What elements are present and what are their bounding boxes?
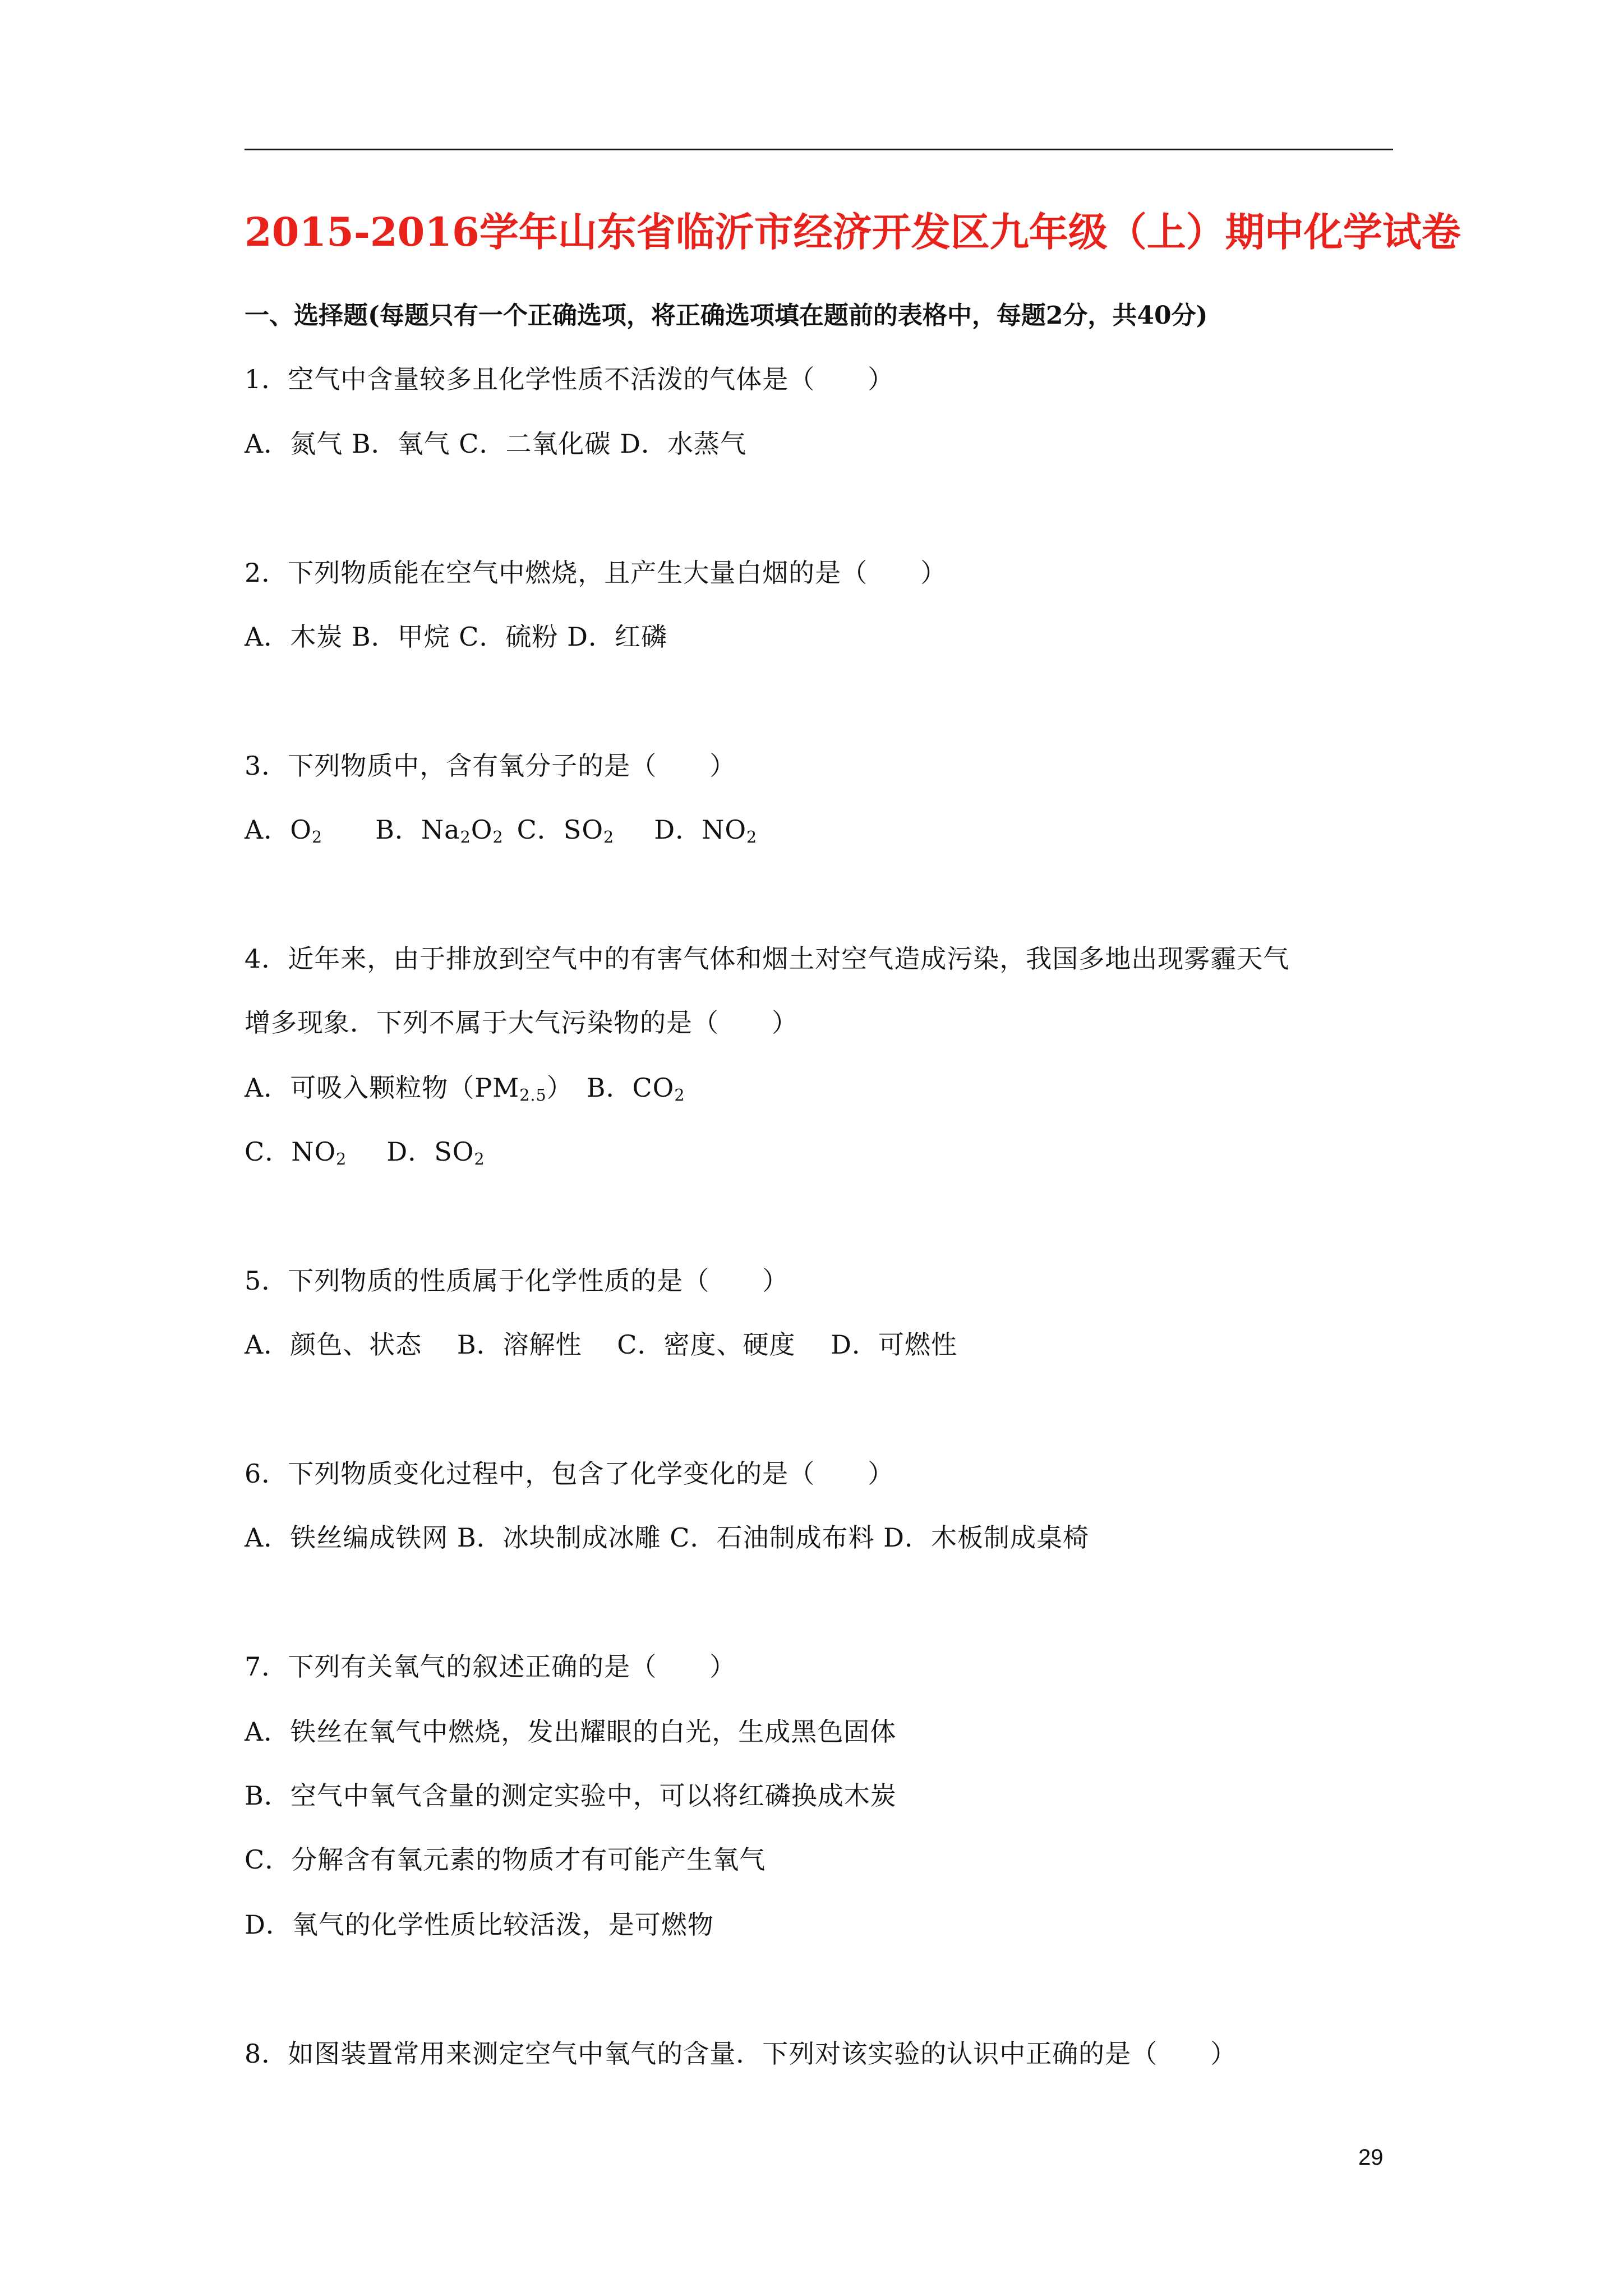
- header-rule: [245, 149, 1393, 150]
- question-5-stem: 5．下列物质的性质属于化学性质的是（ ）: [245, 1266, 789, 1296]
- option-b: B．$CO_2$: [586, 1073, 685, 1105]
- question-6-stem: 6．下列物质变化过程中，包含了化学变化的是（ ）: [245, 1458, 895, 1489]
- exam-title: 2015-2016学年山东省临沂市经济开发区九年级（上）期中化学试卷: [245, 209, 1461, 255]
- section-heading: 一、选择题(每题只有一个正确选项，将正确选项填在题前的表格中，每题2分，共40分): [245, 301, 1208, 330]
- option-a: A．可吸入颗粒物$(PM_{2.5})$: [245, 1073, 573, 1105]
- question-4-stem-line-1: 4．近年来，由于排放到空气中的有害气体和烟土对空气造成污染，我国多地出现雾霾天气: [245, 944, 1290, 974]
- question-6-options: A．铁丝编成铁网 B．冰块制成冰雕 C．石油制成布料 D．木板制成桌椅: [245, 1522, 1089, 1553]
- question-3-options: [245, 813, 757, 847]
- question-1-stem: 1．空气中含量较多且化学性质不活泼的气体是（ ）: [245, 364, 895, 394]
- option-d: D．$NO_2$: [654, 815, 758, 847]
- question-7-option-c: C．分解含有氧元素的物质才有可能产生氧气: [245, 1844, 766, 1875]
- question-5-options: A．颜色、状态 B．溶解性 C．密度、硬度 D．可燃性: [245, 1329, 957, 1360]
- question-2-stem: 2．下列物质能在空气中燃烧，且产生大量白烟的是（ ）: [245, 558, 947, 588]
- option-b: B．$Na_2O_2$: [375, 815, 504, 847]
- question-3-stem: 3．下列物质中，含有氧分子的是（ ）: [245, 751, 736, 781]
- question-1-options: A．氮气 B．氧气 C．二氧化碳 D．水蒸气: [245, 429, 746, 459]
- option-d: D．$SO_2$: [386, 1137, 485, 1169]
- question-7-stem: 7．下列有关氧气的叙述正确的是（ ）: [245, 1651, 736, 1682]
- question-7-option-a: A．铁丝在氧气中燃烧，发出耀眼的白光，生成黑色固体: [245, 1717, 897, 1747]
- question-2-options: A．木炭 B．甲烷 C．硫粉 D．红磷: [245, 622, 667, 652]
- question-4-stem-line-2: 增多现象．下列不属于大气污染物的是（ ）: [245, 1007, 798, 1038]
- option-c: C．$NO_2$: [245, 1137, 347, 1169]
- question-4-options-line-1: [245, 1071, 685, 1105]
- question-8-stem: 8．如图装置常用来测定空气中氧气的含量．下列对该实验的认识中正确的是（ ）: [245, 2039, 1237, 2069]
- question-7-option-d: D．氧气的化学性质比较活泼，是可燃物: [245, 1910, 714, 1940]
- option-a: A．$O_2$: [245, 815, 323, 847]
- option-c: C．$SO_2$: [517, 815, 615, 847]
- page-number: 29: [1358, 2145, 1384, 2170]
- question-7-option-b: B．空气中氧气含量的测定实验中，可以将红磷换成木炭: [245, 1780, 897, 1811]
- question-4-options-line-2: [245, 1135, 485, 1169]
